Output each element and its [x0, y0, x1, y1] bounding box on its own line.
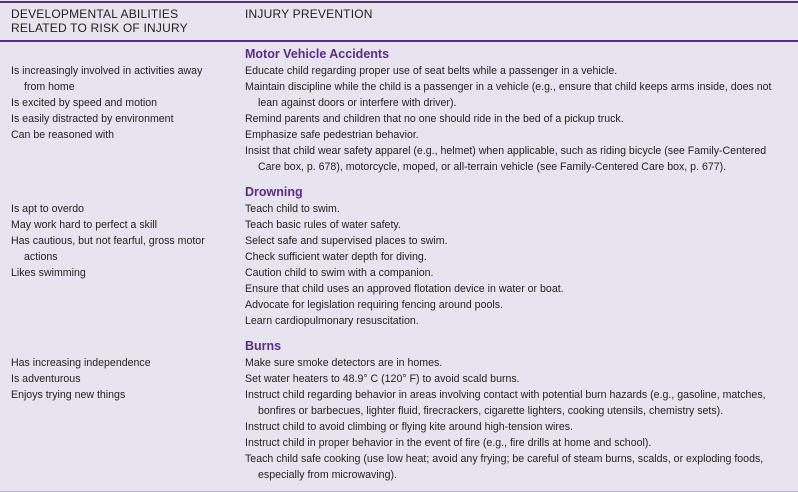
prevention-item: Learn cardiopulmonary resuscitation. — [245, 315, 419, 327]
prevention-item: Insist that child wear safety apparel (e.g., helmet) when applicable, such as riding bicycle (see Family-Centered — [245, 145, 767, 157]
prevention-item: bonfires or barbecues, lighter fluid, firecrackers, cigarette lighters, cooking utensils, chemistry sets). — [258, 405, 724, 417]
ability-item: Can be reasoned with — [11, 129, 115, 141]
ability-item: Has cautious, but not fearful, gross motor — [11, 235, 205, 247]
ability-item: Is increasingly involved in activities away — [11, 65, 203, 77]
top-rule — [0, 1, 798, 3]
burns-prevention — [245, 355, 790, 483]
prevention-item: Caution child to swim with a companion. — [245, 267, 434, 279]
abilities-column-header — [11, 7, 188, 35]
section-title-drowning: Drowning — [245, 185, 303, 199]
prevention-item: Set water heaters to 48.9° C (120° F) to avoid scald burns. — [245, 373, 520, 385]
abilities-header-line-2: RELATED TO RISK OF INJURY — [11, 21, 188, 35]
prevention-item: Make sure smoke detectors are in homes. — [245, 357, 443, 369]
prevention-item: Care box, p. 678), motorcycle, moped, or all-terrain vehicle (see Family-Centered Care box, p. 677). — [258, 161, 727, 173]
prevention-item: Instruct child to avoid climbing or flying kite around high-tension wires. — [245, 421, 573, 433]
drowning-abilities — [11, 201, 236, 281]
ability-item: Has increasing independence — [11, 357, 151, 369]
prevention-item: Emphasize safe pedestrian behavior. — [245, 129, 419, 141]
prevention-item: Ensure that child uses an approved flotation device in water or boat. — [245, 283, 564, 295]
prevention-item: Advocate for legislation requiring fencing around pools. — [245, 299, 503, 311]
motor-abilities — [11, 63, 236, 143]
section-title-motor-vehicle: Motor Vehicle Accidents — [245, 47, 390, 61]
prevention-item: Teach child to swim. — [245, 203, 340, 215]
prevention-item: Select safe and supervised places to swim. — [245, 235, 448, 247]
ability-item: from home — [24, 81, 75, 93]
header-rule — [0, 40, 798, 42]
prevention-item: Instruct child regarding behavior in areas involving contact with potential burn hazards (e.g., gasoline, matches, — [245, 389, 766, 401]
prevention-item: especially from microwaving). — [258, 469, 397, 481]
prevention-item: Teach basic rules of water safety. — [245, 219, 401, 231]
drowning-prevention — [245, 201, 790, 329]
prevention-item: Educate child regarding proper use of seat belts while a passenger in a vehicle. — [245, 65, 618, 77]
ability-item: Enjoys trying new things — [11, 389, 126, 401]
burns-abilities — [11, 355, 236, 403]
ability-item: actions — [24, 251, 58, 263]
ability-item: Likes swimming — [11, 267, 86, 279]
motor-prevention — [245, 63, 790, 175]
prevention-column-header: INJURY PREVENTION — [245, 7, 373, 21]
ability-item: May work hard to perfect a skill — [11, 219, 158, 231]
prevention-item: Instruct child in proper behavior in the event of fire (e.g., fire drills at home and school). — [245, 437, 652, 449]
section-title-burns: Burns — [245, 339, 282, 353]
prevention-item: Teach child safe cooking (use low heat; avoid any frying; be careful of steam burns, scalds, or exploding foods, — [245, 453, 764, 465]
prevention-item: lean against doors or interfere with driver). — [258, 97, 457, 109]
ability-item: Is excited by speed and motion — [11, 97, 158, 109]
abilities-header-line-1: DEVELOPMENTAL ABILITIES — [11, 7, 179, 21]
prevention-item: Check sufficient water depth for diving. — [245, 251, 427, 263]
prevention-item: Maintain discipline while the child is a passenger in a vehicle (e.g., ensure that child keeps arms inside, does not — [245, 81, 772, 93]
prevention-item: Remind parents and children that no one should ride in the bed of a pickup truck. — [245, 113, 624, 125]
ability-item: Is adventurous — [11, 373, 81, 385]
ability-item: Is apt to overdo — [11, 203, 85, 215]
ability-item: Is easily distracted by environment — [11, 113, 174, 125]
